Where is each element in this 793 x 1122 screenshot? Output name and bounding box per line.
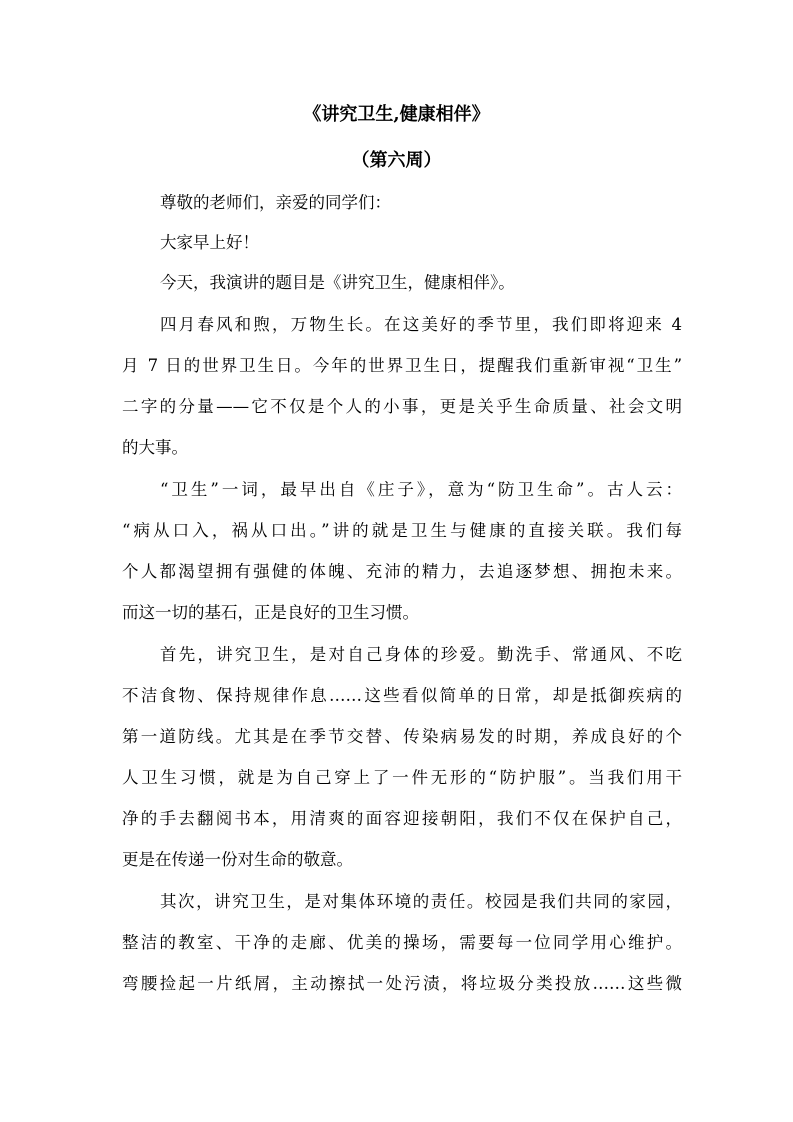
paragraph-line: 二字的分量——它不仅是个人的小事，更是关乎生命质量、社会文明 — [122, 397, 682, 416]
paragraph-line: “卫生”一词，最早出自《庄子》，意为“防卫生命”。古人云： — [160, 480, 682, 499]
paragraph-line: 月 7 日的世界卫生日。今年的世界卫生日，提醒我们重新审视“卫生” — [122, 356, 682, 375]
paragraph-line: 整洁的教室、干净的走廊、优美的操场，需要每一位同学用心维护。 — [122, 933, 682, 952]
paragraph-line: 个人都渴望拥有强健的体魄、充沛的精力，去追逐梦想、拥抱未来。 — [122, 562, 682, 581]
paragraph-line: 其次，讲究卫生，是对集体环境的责任。校园是我们共同的家园， — [160, 892, 682, 911]
paragraph-line: 首先，讲究卫生，是对自己身体的珍爱。勤洗手、常通风、不吃 — [160, 645, 682, 664]
paragraph-line: 的大事。 — [122, 438, 188, 457]
paragraph-line: “病从口入，祸从口出。”讲的就是卫生与健康的直接关联。我们每 — [122, 521, 682, 540]
paragraph-line: 四月春风和煦，万物生长。在这美好的季节里，我们即将迎来 4 — [160, 315, 682, 334]
topic-line: 今天，我演讲的题目是《讲究卫生，健康相伴》。 — [160, 273, 515, 292]
salutation-line: 尊敬的老师们，亲爱的同学们： — [160, 193, 391, 212]
paragraph-line: 弯腰捡起一片纸屑，主动擦拭一处污渍，将垃圾分类投放……这些微 — [122, 974, 682, 993]
document-title: 《讲究卫生,健康相伴》 — [303, 104, 490, 125]
paragraph-line: 净的手去翻阅书本，用清爽的面容迎接朝阳，我们不仅在保护自己， — [122, 809, 682, 828]
paragraph-line: 不洁食物、保持规律作息……这些看似简单的日常，却是抵御疾病的 — [122, 686, 682, 705]
greeting-line: 大家早上好！ — [160, 233, 259, 252]
paragraph-line: 而这一切的基石，正是良好的卫生习惯。 — [122, 603, 419, 622]
paragraph-line: 第一道防线。尤其是在季节交替、传染病易发的时期，养成良好的个 — [122, 727, 682, 746]
document-subtitle: （第六周） — [351, 150, 442, 171]
paragraph-line: 人卫生习惯，就是为自己穿上了一件无形的“防护服”。当我们用干 — [122, 768, 682, 787]
paragraph-line: 更是在传递一份对生命的敬意。 — [122, 850, 353, 869]
